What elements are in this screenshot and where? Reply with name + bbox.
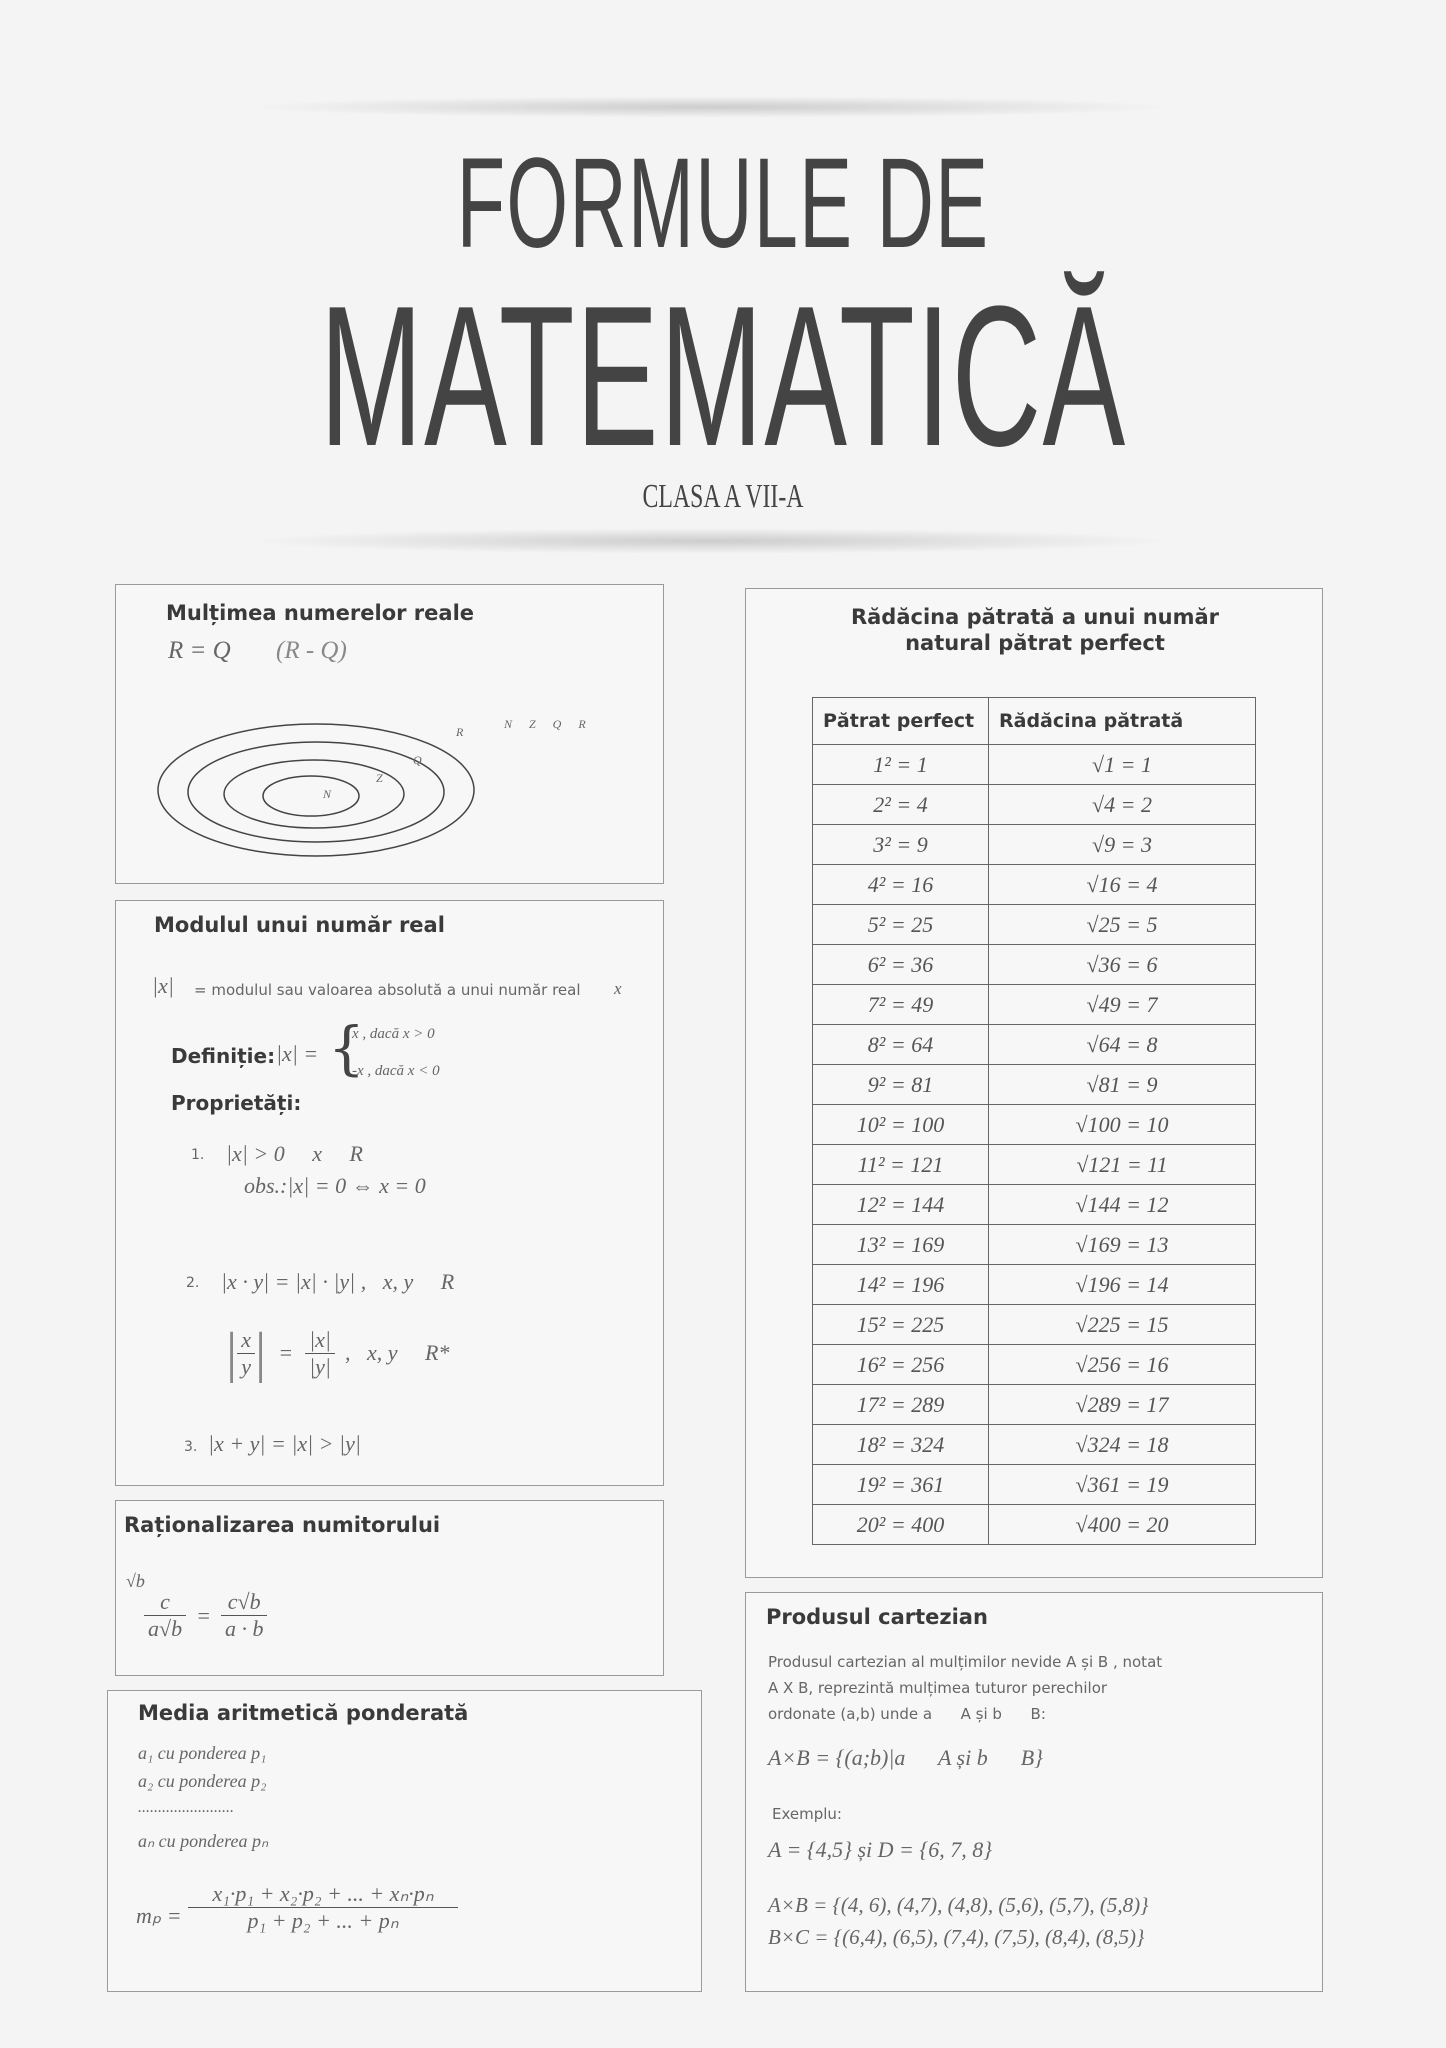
label-r: R xyxy=(456,725,464,739)
example-bxc: B×C = {(6,4), (6,5), (7,4), (7,5), (8,4), (8,5)} xyxy=(768,1925,1145,1949)
cartesian-definition: A×B = {(a;b)|a A și b B} xyxy=(768,1745,1043,1770)
definition-case-2: -x , dacă x < 0 xyxy=(352,1063,440,1079)
table-row xyxy=(813,945,1256,985)
rationalization-box xyxy=(115,1500,664,1676)
label-q: Q xyxy=(413,753,422,767)
weight-line-3: aₙ cu ponderea pₙ xyxy=(138,1831,269,1851)
square-root-cell: √400 = 20 xyxy=(989,1505,1256,1545)
square-root-cell: √1 = 1 xyxy=(989,745,1256,785)
square-root-cell: √169 = 13 xyxy=(989,1225,1256,1265)
p2b-y: y xyxy=(241,1353,251,1379)
table-row xyxy=(813,865,1256,905)
square-root-cell: √81 = 9 xyxy=(989,1065,1256,1105)
weighted-mean-numerator: x₁·p₁ + x₂·p₂ + ... + xₙ·pₙ xyxy=(188,1881,458,1908)
p2b-tail: , x, y R* xyxy=(344,1340,450,1365)
square-root-cell: √16 = 4 xyxy=(989,865,1256,905)
square-root-cell: √100 = 10 xyxy=(989,1105,1256,1145)
square-root-box xyxy=(745,588,1323,1578)
table-row xyxy=(813,785,1256,825)
perfect-square-cell: 19² = 361 xyxy=(813,1465,989,1505)
square-root-cell: √196 = 14 xyxy=(989,1265,1256,1305)
square-root-cell: √36 = 6 xyxy=(989,945,1256,985)
table-row xyxy=(813,745,1256,785)
table-row xyxy=(813,1185,1256,1225)
table-row xyxy=(813,1385,1256,1425)
table-row xyxy=(813,1025,1256,1065)
modulus-intro-var: x xyxy=(614,979,622,998)
rat-rhs-num: c√b xyxy=(221,1589,268,1616)
title-line-2: MATEMATICĂ xyxy=(319,265,1127,488)
cartesian-heading: Produsul cartezian xyxy=(766,1605,988,1629)
square-root-heading-1: Rădăcina pătrată a unui număr xyxy=(850,605,1220,629)
square-root-cell: √225 = 15 xyxy=(989,1305,1256,1345)
table-row xyxy=(813,1105,1256,1145)
square-root-cell: √289 = 17 xyxy=(989,1385,1256,1425)
perfect-square-cell: 10² = 100 xyxy=(813,1105,989,1145)
square-root-heading-2: natural pătrat perfect xyxy=(905,631,1165,655)
square-root-table xyxy=(812,697,1256,1545)
example-axb: A×B = {(4, 6), (4,7), (4,8), (5,6), (5,7), (5,8)} xyxy=(768,1893,1149,1917)
definition-case-1: x , dacă x > 0 xyxy=(352,1026,435,1042)
perfect-square-cell: 20² = 400 xyxy=(813,1505,989,1545)
table-row xyxy=(813,1345,1256,1385)
real-numbers-formula-left: R = Q xyxy=(168,637,231,664)
table-row xyxy=(813,1505,1256,1545)
p2b-absy: |y| xyxy=(309,1353,331,1379)
property-2b: | $\frac{x}{y}$ | = $\frac{|x|}{|y|}$ , x, y R* xyxy=(226,1322,450,1384)
modulus-intro-text: = modulul sau valoarea absolută a unui număr real xyxy=(194,981,581,999)
rationalization-formula: $\frac{c}{a√b}$ = $\frac{c√b}{a \cdot b}$ xyxy=(144,1589,267,1642)
example-sets: A = {4,5} și D = {6, 7, 8} xyxy=(768,1837,992,1862)
cartesian-box xyxy=(745,1592,1323,1992)
table-row xyxy=(813,825,1256,865)
rat-lhs-num: c xyxy=(144,1589,186,1616)
perfect-square-cell: 3² = 9 xyxy=(813,825,989,865)
label-z: Z xyxy=(376,771,383,785)
property-3-number: 3. xyxy=(184,1439,198,1455)
table-row xyxy=(813,1305,1256,1345)
weight-line-2: a₂ cu ponderea p₂ xyxy=(138,1771,267,1791)
header-shadow-top xyxy=(240,96,1180,118)
brace-icon: { xyxy=(328,1014,365,1082)
table-row xyxy=(813,1425,1256,1465)
perfect-square-cell: 5² = 25 xyxy=(813,905,989,945)
table-row xyxy=(813,1145,1256,1185)
square-root-cell: √9 = 3 xyxy=(989,825,1256,865)
table-row xyxy=(813,1065,1256,1105)
p2b-x: x xyxy=(237,1327,255,1354)
perfect-square-cell: 1² = 1 xyxy=(813,745,989,785)
weighted-mean-lhs: mₚ = xyxy=(136,1903,182,1928)
table-row xyxy=(813,1265,1256,1305)
table-row xyxy=(813,1465,1256,1505)
perfect-square-cell: 7² = 49 xyxy=(813,985,989,1025)
label-n: N xyxy=(323,787,332,801)
square-root-cell: √25 = 5 xyxy=(989,905,1256,945)
property-3-formula: |x + y| = |x| > |y| xyxy=(208,1431,361,1456)
weight-line-1: a₁ cu ponderea p₁ xyxy=(138,1743,267,1763)
weighted-mean-fraction xyxy=(188,1881,458,1934)
perfect-square-cell: 14² = 196 xyxy=(813,1265,989,1305)
header-shadow-bottom xyxy=(240,528,1180,554)
table-row xyxy=(813,1225,1256,1265)
perfect-square-cell: 12² = 144 xyxy=(813,1185,989,1225)
perfect-square-cell: 11² = 121 xyxy=(813,1145,989,1185)
perfect-square-cell: 8² = 64 xyxy=(813,1025,989,1065)
perfect-square-cell: 4² = 16 xyxy=(813,865,989,905)
table-row xyxy=(813,905,1256,945)
modulus-heading: Modulul unui număr real xyxy=(154,913,445,937)
square-root-cell: √121 = 11 xyxy=(989,1145,1256,1185)
perfect-square-cell: 18² = 324 xyxy=(813,1425,989,1465)
perfect-square-cell: 2² = 4 xyxy=(813,785,989,825)
weighted-mean-denominator: p₁ + p₂ + ... + pₙ xyxy=(247,1908,399,1933)
real-numbers-box xyxy=(115,584,664,884)
properties-label: Proprietăți: xyxy=(171,1091,302,1115)
definition-lhs: |x| = xyxy=(276,1041,319,1066)
perfect-square-cell: 16² = 256 xyxy=(813,1345,989,1385)
square-root-cell: √64 = 8 xyxy=(989,1025,1256,1065)
cartesian-desc-2: A X B, reprezintă mulțimea tuturor perechilor xyxy=(768,1679,1108,1697)
p2b-absx: |x| xyxy=(305,1327,335,1354)
property-1-obs: obs.:|x| = 0 ⇔ x = 0 xyxy=(244,1173,426,1198)
property-1-formula: |x| > 0 x R xyxy=(226,1141,363,1166)
column-header-square-root: Rădăcina pătrată xyxy=(989,698,1256,745)
sets-chain: N Z Q R xyxy=(504,717,586,731)
definition-label: Definiție: xyxy=(171,1044,276,1068)
perfect-square-cell: 6² = 36 xyxy=(813,945,989,985)
cartesian-desc-3: ordonate (a,b) unde a A și b B: xyxy=(768,1705,1046,1723)
perfect-square-cell: 15² = 225 xyxy=(813,1305,989,1345)
perfect-square-cell: 13² = 169 xyxy=(813,1225,989,1265)
square-root-cell: √144 = 12 xyxy=(989,1185,1256,1225)
square-root-cell: √49 = 7 xyxy=(989,985,1256,1025)
rationalization-factor: √b xyxy=(126,1571,145,1591)
property-2-formula: |x · y| = |x| · |y| , x, y R xyxy=(221,1269,455,1294)
square-root-cell: √324 = 18 xyxy=(989,1425,1256,1465)
table-row xyxy=(813,985,1256,1025)
weighted-mean-heading: Media aritmetică ponderată xyxy=(138,1701,469,1725)
weight-dots: ........................ xyxy=(138,1799,234,1816)
property-2-number: 2. xyxy=(186,1275,200,1291)
real-numbers-heading: Mulțimea numerelor reale xyxy=(166,601,475,625)
cartesian-desc-1: Produsul cartezian al mulțimilor nevide A și B , notat xyxy=(768,1653,1163,1671)
square-root-cell: √256 = 16 xyxy=(989,1345,1256,1385)
modulus-symbol: |x| xyxy=(152,973,174,998)
square-root-cell: √4 = 2 xyxy=(989,785,1256,825)
title-line-1: FORMULE DE xyxy=(456,132,990,275)
rationalization-heading: Raționalizarea numitorului xyxy=(124,1513,441,1537)
example-label: Exemplu: xyxy=(772,1805,842,1823)
weighted-mean-box xyxy=(107,1690,702,1992)
subtitle: CLASA A VII-A xyxy=(642,478,804,515)
perfect-square-cell: 9² = 81 xyxy=(813,1065,989,1105)
perfect-square-cell: 17² = 289 xyxy=(813,1385,989,1425)
real-numbers-formula-right: (R - Q) xyxy=(276,637,347,664)
property-1-number: 1. xyxy=(191,1147,205,1163)
square-root-cell: √361 = 19 xyxy=(989,1465,1256,1505)
rat-lhs-den: a√b xyxy=(148,1616,183,1641)
rat-rhs-den: a · b xyxy=(224,1616,264,1641)
modulus-box xyxy=(115,900,664,1486)
column-header-perfect-square: Pătrat perfect xyxy=(813,698,989,745)
